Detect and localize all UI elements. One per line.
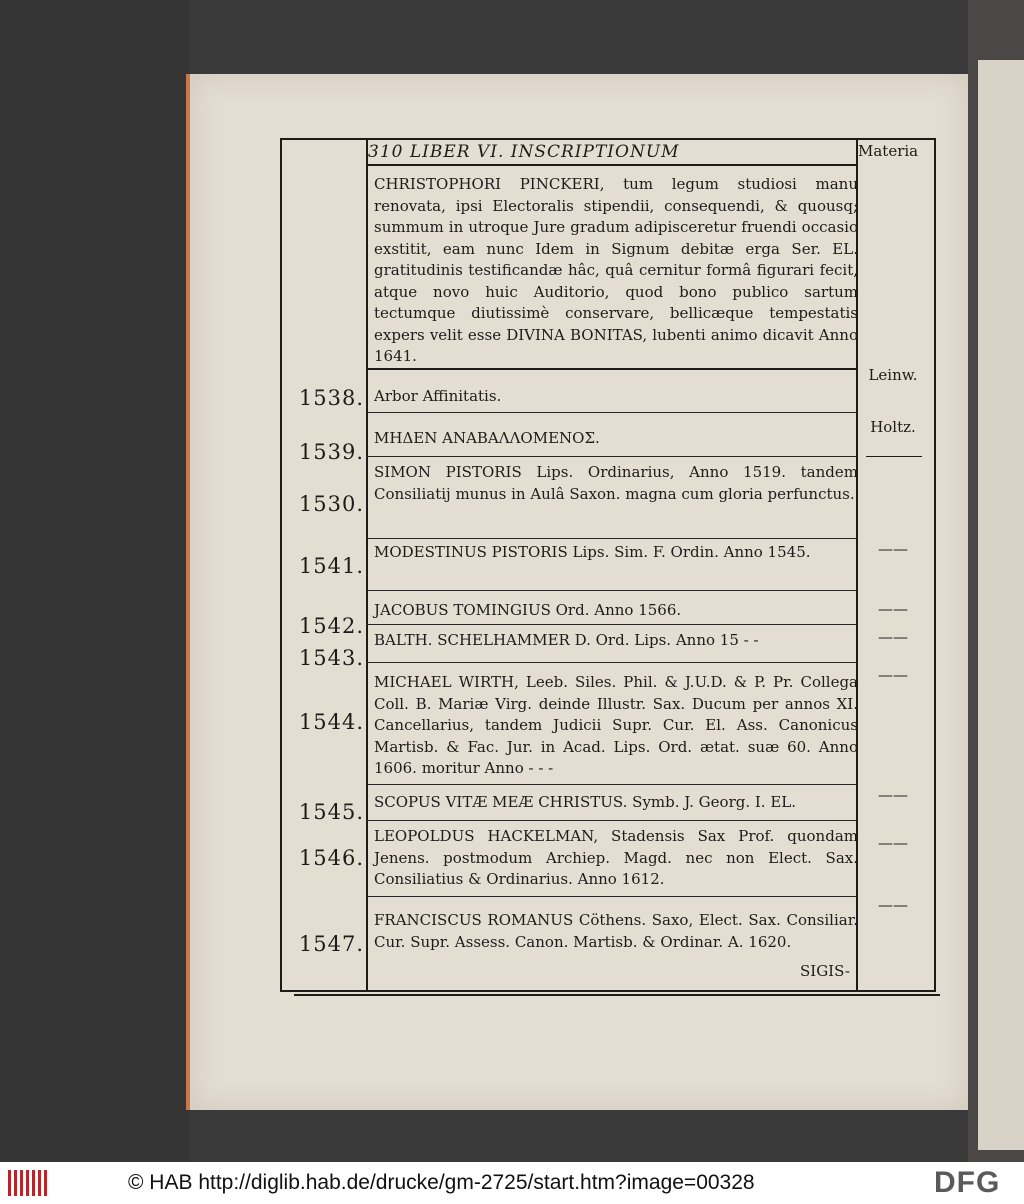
row-rule xyxy=(366,368,858,370)
entry-number: 1547. xyxy=(298,932,364,956)
header-rule xyxy=(366,164,858,166)
entry-text: LEOPOLDUS HACKELMAN, Stadensis Sax Prof. quondam Jenens. postmodum Archiep. Magd. nec non Elect. Sax. Consiliatius & Ordinarius. Anno 1612. xyxy=(374,827,858,888)
row-rule xyxy=(366,538,858,539)
entry-text: MICHAEL WIRTH, Leeb. Siles. Phil. & J.U.D. & P. Pr. Collega Coll. B. Mariæ Virg. deinde Illustr. Sax. Ducum per annos XI. Cancellarius, tandem Judicii Supr. Cur. El. Ass. Canonicus Martisb. & Fac. Jur. in Acad. Lips. Ord. ætat. suæ 60. Anno 1606. moritur Anno - - - xyxy=(374,673,858,777)
row-rule xyxy=(366,456,858,457)
entry-materia: Leinw. xyxy=(868,366,918,384)
page-title: 310 LIBER VI. INSCRIPTIONUM xyxy=(368,142,680,162)
row-rule xyxy=(366,896,858,897)
number-column-rule xyxy=(366,138,368,990)
intro-inscription: CHRISTOPHORI PINCKERI, tum legum studiosi manu renovata, ipsi Electoralis stipendii, consequendi, & quousq; summum in utroque Jure gradum adipisceretur fruendi occasio exstitit, eam nunc Idem in Signum debitæ erga Ser. EL. gratitudinis testificandæ hâc, quâ cernitur formâ figurari fecit, atque novo huic Auditorio, quod bono publico sartum tectumque diutissimè conservare, bellicæque tempestatis expers velit esse DIVINA BONITAS, lubenti animo dicavit Anno 1641. xyxy=(374,175,858,365)
entry-text: SCOPUS VITÆ MEÆ CHRISTUS. Symb. J. Georg. I. EL. xyxy=(374,793,797,811)
materia-rule xyxy=(866,456,922,457)
entry-text: Arbor Affinitatis. xyxy=(374,387,502,405)
row-rule xyxy=(366,662,858,663)
entry-number: 1530. xyxy=(298,492,364,516)
entry-materia: —— xyxy=(878,628,908,646)
catchword: SIGIS- xyxy=(800,962,851,980)
entry-number: 1546. xyxy=(298,846,364,870)
entry-number: 1542. xyxy=(298,614,364,638)
entry-text: FRANCISCUS ROMANUS Cöthens. Saxo, Elect. Sax. Consiliar. Cur. Supr. Assess. Canon. Martisb. & Ordinar. A. 1620. xyxy=(374,911,858,951)
entry-materia: —— xyxy=(878,786,908,804)
adjacent-page-edge xyxy=(978,60,1024,1150)
entry-number: 1538. xyxy=(298,386,364,410)
entry-materia: —— xyxy=(878,834,908,852)
dfg-logo: DFG xyxy=(934,1166,1001,1199)
hab-logo-icon xyxy=(8,1168,48,1198)
entry-number: 1539. xyxy=(298,440,364,464)
entry-materia: —— xyxy=(878,600,908,618)
scanner-background-left xyxy=(0,0,190,1162)
copyright-url[interactable]: © HAB http://diglib.hab.de/drucke/gm-2725/start.htm?image=00328 xyxy=(128,1171,755,1194)
entry-text: JACOBUS TOMINGIUS Ord. Anno 1566. xyxy=(374,601,682,619)
entry-number: 1545. xyxy=(298,800,364,824)
row-rule xyxy=(366,820,858,821)
materia-column-title: Materia xyxy=(858,142,919,160)
bottom-rule xyxy=(294,994,940,996)
row-rule xyxy=(366,624,858,625)
entry-materia: Holtz. xyxy=(870,418,916,436)
entry-number: 1541. xyxy=(298,554,364,578)
entry-number: 1544. xyxy=(298,710,364,734)
entry-number: 1543. xyxy=(298,646,364,670)
entry-materia: —— xyxy=(878,896,908,914)
entry-text: ΜΗΔΕΝ ΑΝΑΒΑΛΛΟΜΕΝΟΣ. xyxy=(374,429,600,447)
entry-text: SIMON PISTORIS Lips. Ordinarius, Anno 1519. tandem Consiliatij munus in Aulâ Saxon. magna cum gloria perfunctus. xyxy=(374,463,858,503)
row-rule xyxy=(366,412,858,413)
entry-materia: —— xyxy=(878,666,908,684)
entry-text: BALTH. SCHELHAMMER D. Ord. Lips. Anno 15 - - xyxy=(374,631,759,649)
entry-materia: —— xyxy=(878,540,908,558)
row-rule xyxy=(366,784,858,785)
entry-text: MODESTINUS PISTORIS Lips. Sim. F. Ordin. Anno 1545. xyxy=(374,543,811,561)
row-rule xyxy=(366,590,858,591)
